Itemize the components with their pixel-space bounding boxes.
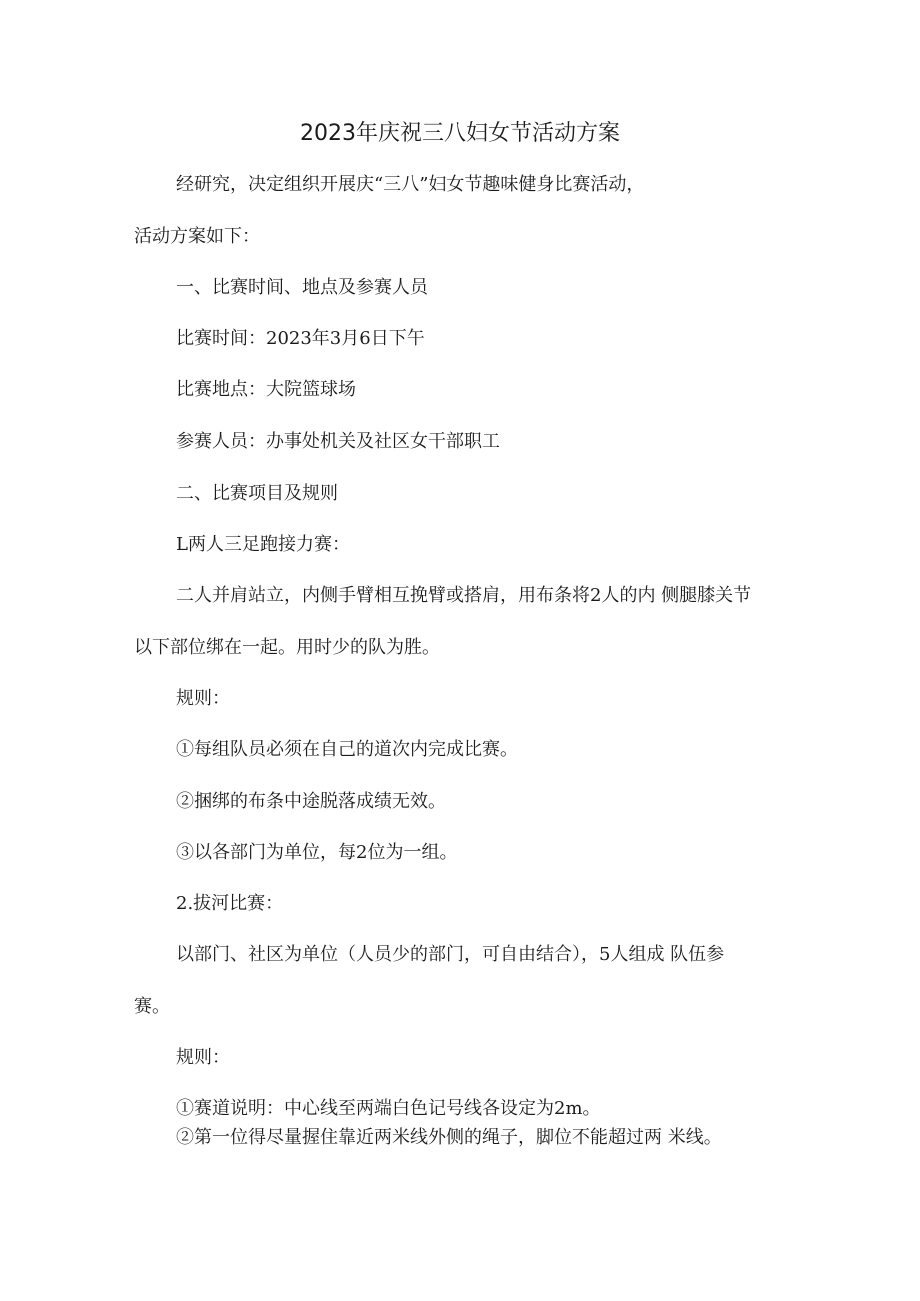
event-1-heading: L两人三足跑接力赛： [176,534,350,555]
event-1-rule-3: ③以各部门为单位，每2位为一组。 [176,842,458,863]
section-1-heading: 一、比赛时间、地点及参赛人员 [176,277,428,298]
event-2-description-line-2: 赛。 [134,996,170,1017]
competition-place: 比赛地点：大院篮球场 [176,379,356,400]
event-1-description-line-1: 二人并肩站立，内侧手臂相互挽臂或搭肩，用布条将2人的内 侧腿膝关节 [176,585,752,606]
event-2-rule-2: ②第一位得尽量握住靠近两米线外侧的绳子，脚位不能超过两 米线。 [176,1127,722,1148]
intro-paragraph-line-1: 经研究，决定组织开展庆“三八”妇女节趣味健身比赛活动， [176,174,645,195]
intro-paragraph-line-2: 活动方案如下： [134,226,260,247]
section-2-heading: 二、比赛项目及规则 [176,483,338,504]
event-2-heading: 2.拔河比赛： [176,893,284,914]
competition-participants: 参赛人员：办事处机关及社区女干部职工 [176,431,500,452]
event-2-rule-1: ①赛道说明：中心线至两端白色记号线各设定为2m。 [176,1098,601,1119]
event-1-rule-1: ①每组队员必须在自己的道次内完成比赛。 [176,739,518,760]
event-2-description-line-1: 以部门、社区为单位（人员少的部门，可自由结合），5人组成 队伍参 [176,944,725,965]
event-1-rules-label: 规则： [176,688,230,709]
competition-time: 比赛时间：2023年3月6日下午 [176,328,425,349]
document-title: 2023年庆祝三八妇女节活动方案 [300,121,620,146]
event-1-rule-2: ②捆绑的布条中途脱落成绩无效。 [176,791,446,812]
event-1-description-line-2: 以下部位绑在一起。用时少的队为胜。 [134,637,440,658]
event-2-rules-label: 规则： [176,1047,230,1068]
